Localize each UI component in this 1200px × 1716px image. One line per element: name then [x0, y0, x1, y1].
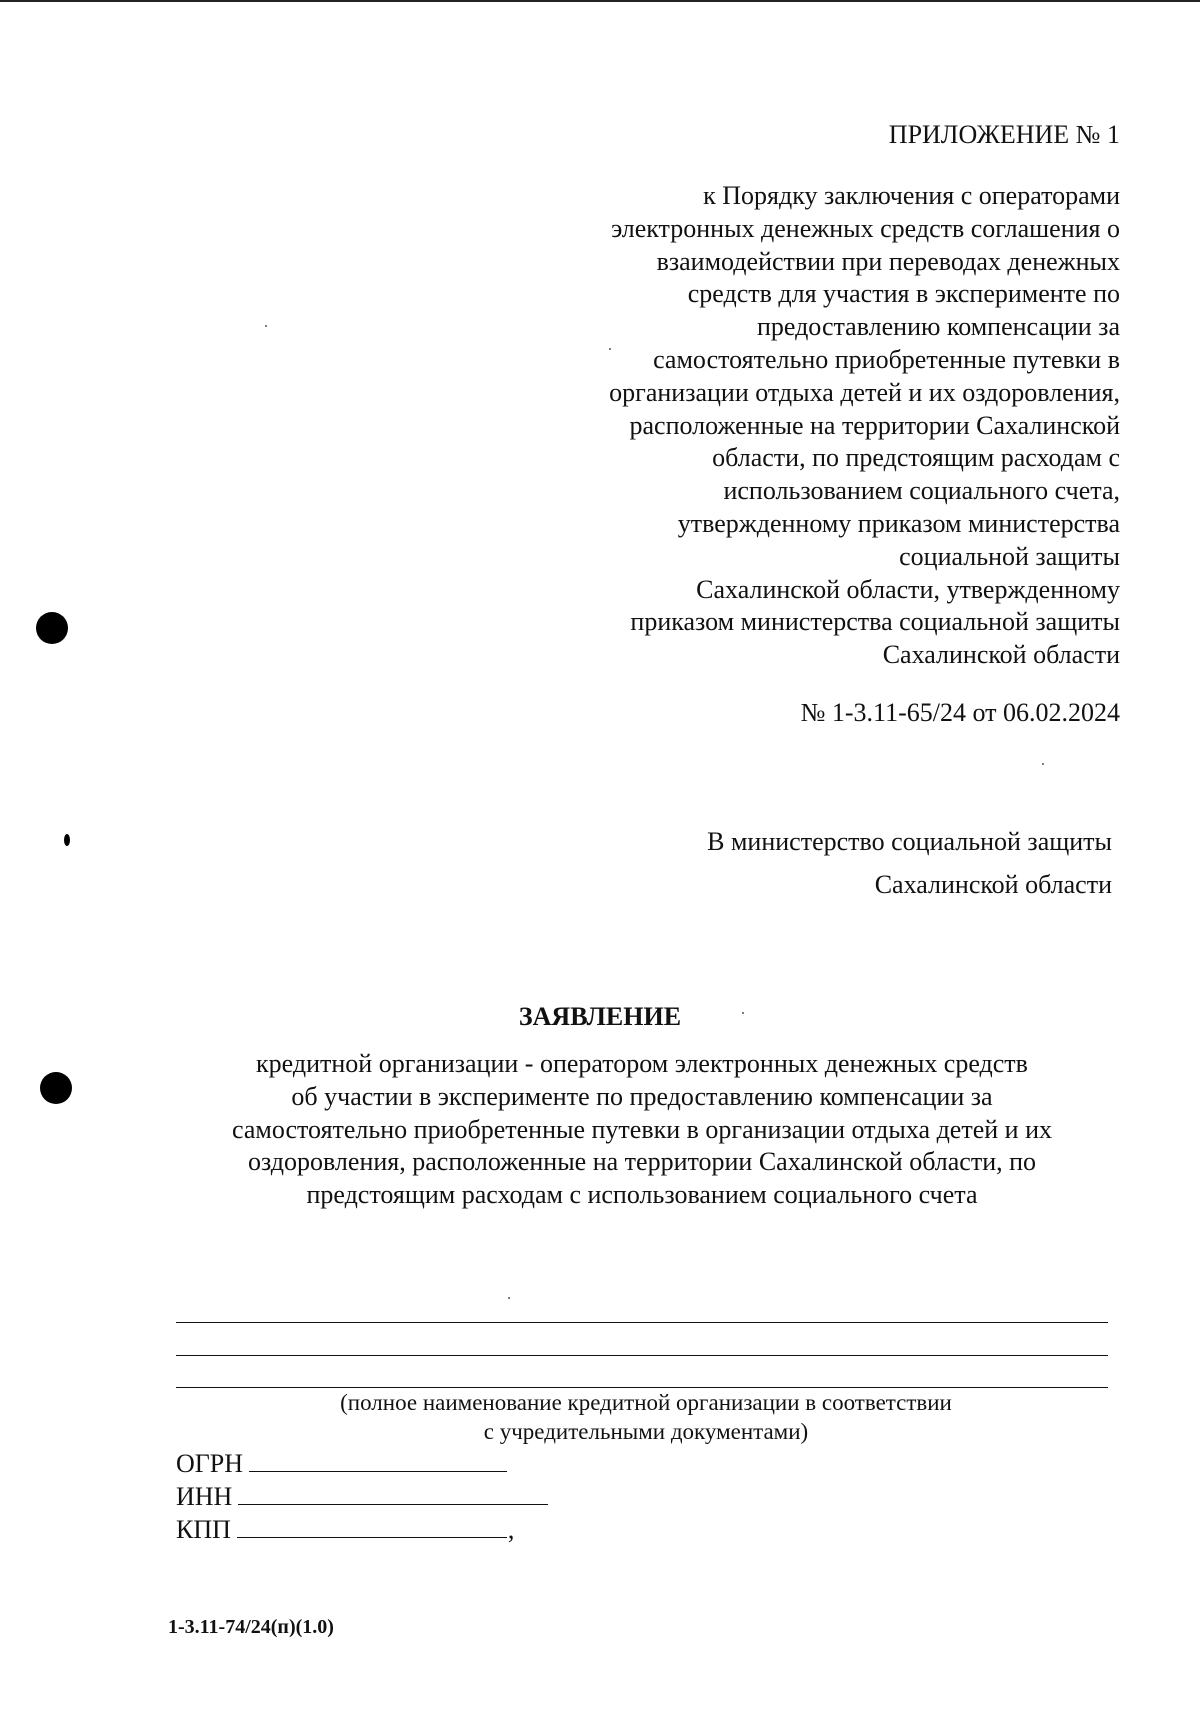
kpp-label: КПП: [176, 1515, 231, 1544]
ogrn-label: ОГРН: [176, 1449, 244, 1478]
org-name-caption-line: с учредительными документами): [483, 1419, 809, 1444]
addressee-block: [707, 820, 1112, 906]
ogrn-field: [176, 1448, 507, 1480]
statement-description-line: кредитной организации - оператором электронных денежных средств: [256, 1049, 1028, 1078]
appendix-reference-line: предоставлению компенсации за: [756, 312, 1120, 342]
appendix-reference-line: взаимодействии при переводах денежных: [656, 246, 1120, 276]
kpp-field: [176, 1514, 514, 1546]
org-name-caption-line: (полное наименование кредитной организации в соответствии: [340, 1390, 952, 1415]
org-name-fill-line[interactable]: [176, 1322, 1108, 1323]
statement-title: ЗАЯВЛЕНИЕ: [518, 1002, 682, 1031]
appendix-reference-line: электронных денежных средств соглашения о: [611, 213, 1120, 243]
punch-hole: [64, 834, 70, 846]
kpp-comma: ,: [507, 1515, 515, 1544]
appendix-reference-line: средств для участия в эксперименте по: [687, 279, 1120, 309]
appendix-reference-line: области, по предстоящим расходам с: [712, 443, 1120, 473]
appendix-reference-line: Сахалинской области, утвержденному: [696, 574, 1120, 604]
addressee-line: В министерство социальной защиты: [707, 827, 1112, 856]
appendix-order-number: № 1-3.11-65/24 от 06.02.2024: [800, 698, 1120, 727]
org-name-fill-line[interactable]: [176, 1355, 1108, 1356]
kpp-input[interactable]: [237, 1517, 507, 1538]
appendix-reference-line: приказом министерства социальной защиты: [630, 607, 1120, 637]
appendix-reference-line: утвержденному приказом министерства: [677, 508, 1120, 538]
addressee-line: Сахалинской области: [874, 870, 1112, 899]
appendix-reference-line: самостоятельно приобретенные путевки в: [653, 344, 1120, 374]
appendix-reference-line: социальной защиты: [899, 541, 1120, 571]
statement-description-line: самостоятельно приобретенные путевки в организации отдыха детей и их: [232, 1114, 1052, 1144]
appendix-reference-line: организации отдыха детей и их оздоровления,: [609, 377, 1120, 407]
appendix-reference-line: использованием социального счета,: [723, 476, 1120, 506]
ogrn-input[interactable]: [249, 1451, 507, 1472]
scan-top-edge: [0, 0, 1200, 2]
appendix-reference-line: к Порядку заключения с операторами: [703, 181, 1120, 210]
statement-description-line: об участии в эксперименте по предоставлению компенсации за: [291, 1081, 993, 1111]
org-name-caption: [0, 1388, 1200, 1446]
inn-input[interactable]: [238, 1484, 548, 1505]
statement-description-line: оздоровления, расположенные на территории Сахалинской области, по: [247, 1147, 1037, 1177]
statement-description-line: предстоящим расходам с использованием социального счета: [306, 1180, 978, 1210]
appendix-reference-line: расположенные на территории Сахалинской: [629, 410, 1120, 440]
statement-description: [0, 1048, 1200, 1212]
appendix-reference-line: Сахалинской области: [882, 640, 1120, 670]
appendix-reference: [609, 180, 1120, 672]
document-code: 1-3.11-74/24(п)(1.0): [168, 1616, 334, 1638]
punch-hole: [36, 612, 68, 644]
inn-label: ИНН: [176, 1482, 233, 1511]
appendix-title: ПРИЛОЖЕНИЕ № 1: [888, 120, 1120, 149]
scan-speck: [265, 325, 267, 327]
inn-field: [176, 1481, 548, 1513]
scan-speck: [1042, 763, 1044, 765]
scan-speck: [508, 1297, 510, 1299]
